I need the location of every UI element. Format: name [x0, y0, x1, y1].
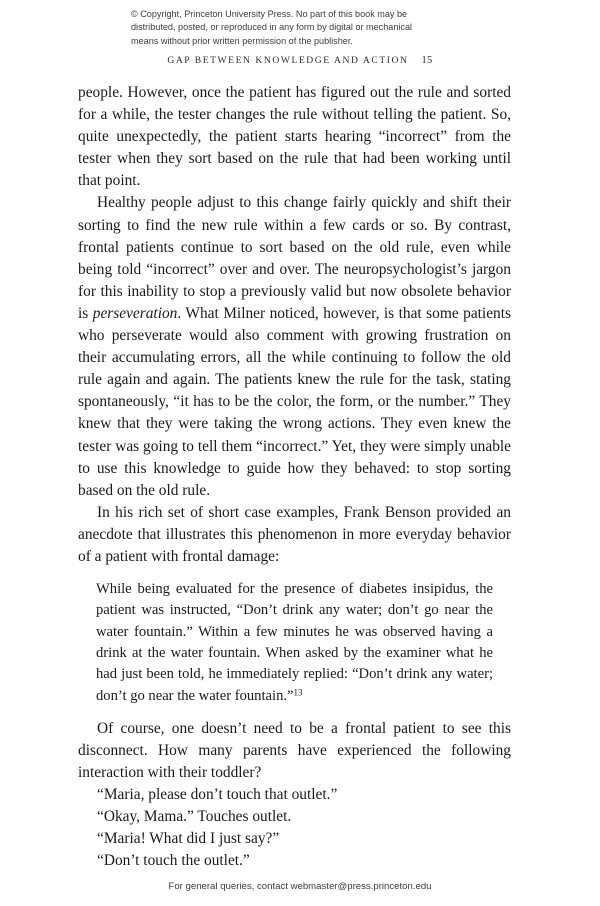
running-head	[0, 55, 600, 66]
paragraph-of-course: Of course, one doesn’t need to be a frontal patient to see this disconnect. How many parents have experienced the following interaction with their toddler?	[78, 719, 511, 782]
dialogue-line: “Okay, Mama.” Touches outlet.	[97, 808, 292, 826]
page-footer: For general queries, contact webmaster@press.princeton.edu	[168, 881, 432, 892]
block-quote-text	[96, 579, 493, 707]
page-number: 15	[421, 55, 433, 66]
paragraph-healthy-people	[78, 192, 511, 501]
dialogue-line: “Maria, please don’t touch that outlet.”	[97, 786, 338, 804]
paragraph-segment: . What Milner noticed, however, is that some patients who perseverate would also comment with growing frustration on their accumulating errors, all the while continuing to follow the old rule again and again. The patients knew the rule for the task, stating spontaneously, “it has to be the color, the form, or the number.” They knew that they were taking the wrong actions. They even knew the tester was going to tell them “incorrect.” Yet, they were simply unable to use this knowledge to guide how they behaved: to stop sorting based on the old rule.	[78, 304, 511, 499]
italic-term-perseveration: perseveration	[92, 304, 178, 322]
paragraph-continuation: people. However, once the patient has figured out the rule and sorted for a while, the tester changes the rule without telling the patient. So, quite unexpectedly, the patient starts hearing “incorrect” from the tester when they sort based on the rule that had been working until that point.	[78, 84, 511, 190]
block-quote-benson-anecdote	[78, 579, 511, 707]
footnote-reference-13[interactable]: 13	[293, 687, 303, 698]
dialogue-line: “Maria! What did I just say?”	[97, 830, 280, 848]
block-quote-body: While being evaluated for the presence of diabetes insipidus, the patient was instructed, “Don’t drink any water; don’t go near the water fountain.” Within a few minutes he was observed having a drink at the water fountain. When asked by the examiner what he had just been told, he immediately replied: “Don’t drink any water; don’t go near the water fountain.”	[96, 581, 493, 704]
dialogue-exchange	[78, 784, 511, 872]
copyright-line: distributed, posted, or reproduced in any form by digital or mechanical	[131, 22, 413, 33]
copyright-line: © Copyright, Princeton University Press. No part of this book may be	[131, 9, 408, 19]
copyright-text	[131, 8, 469, 48]
paragraph-segment: Healthy people adjust to this change fairly quickly and shift their sorting to find the new rule within a few cards or so. By contrast, frontal patients continue to sort based on the old rule, even while being told “incorrect” over and over. The neuropsychologist’s jargon for this inability to stop a previously valid but now obsolete behavior is	[78, 194, 511, 322]
dialogue-line: “Don’t touch the outlet.”	[97, 852, 250, 870]
body-text-column	[78, 82, 511, 873]
copyright-line: means without prior written permission of the publisher.	[131, 35, 353, 46]
paragraph-benson-intro: In his rich set of short case examples, Frank Benson provided an anecdote that illustrates this phenomenon in more everyday behavior of a patient with frontal damage:	[78, 503, 511, 565]
copyright-notice	[0, 8, 600, 49]
running-head-title: GAP BETWEEN KNOWLEDGE AND ACTION	[167, 55, 409, 66]
